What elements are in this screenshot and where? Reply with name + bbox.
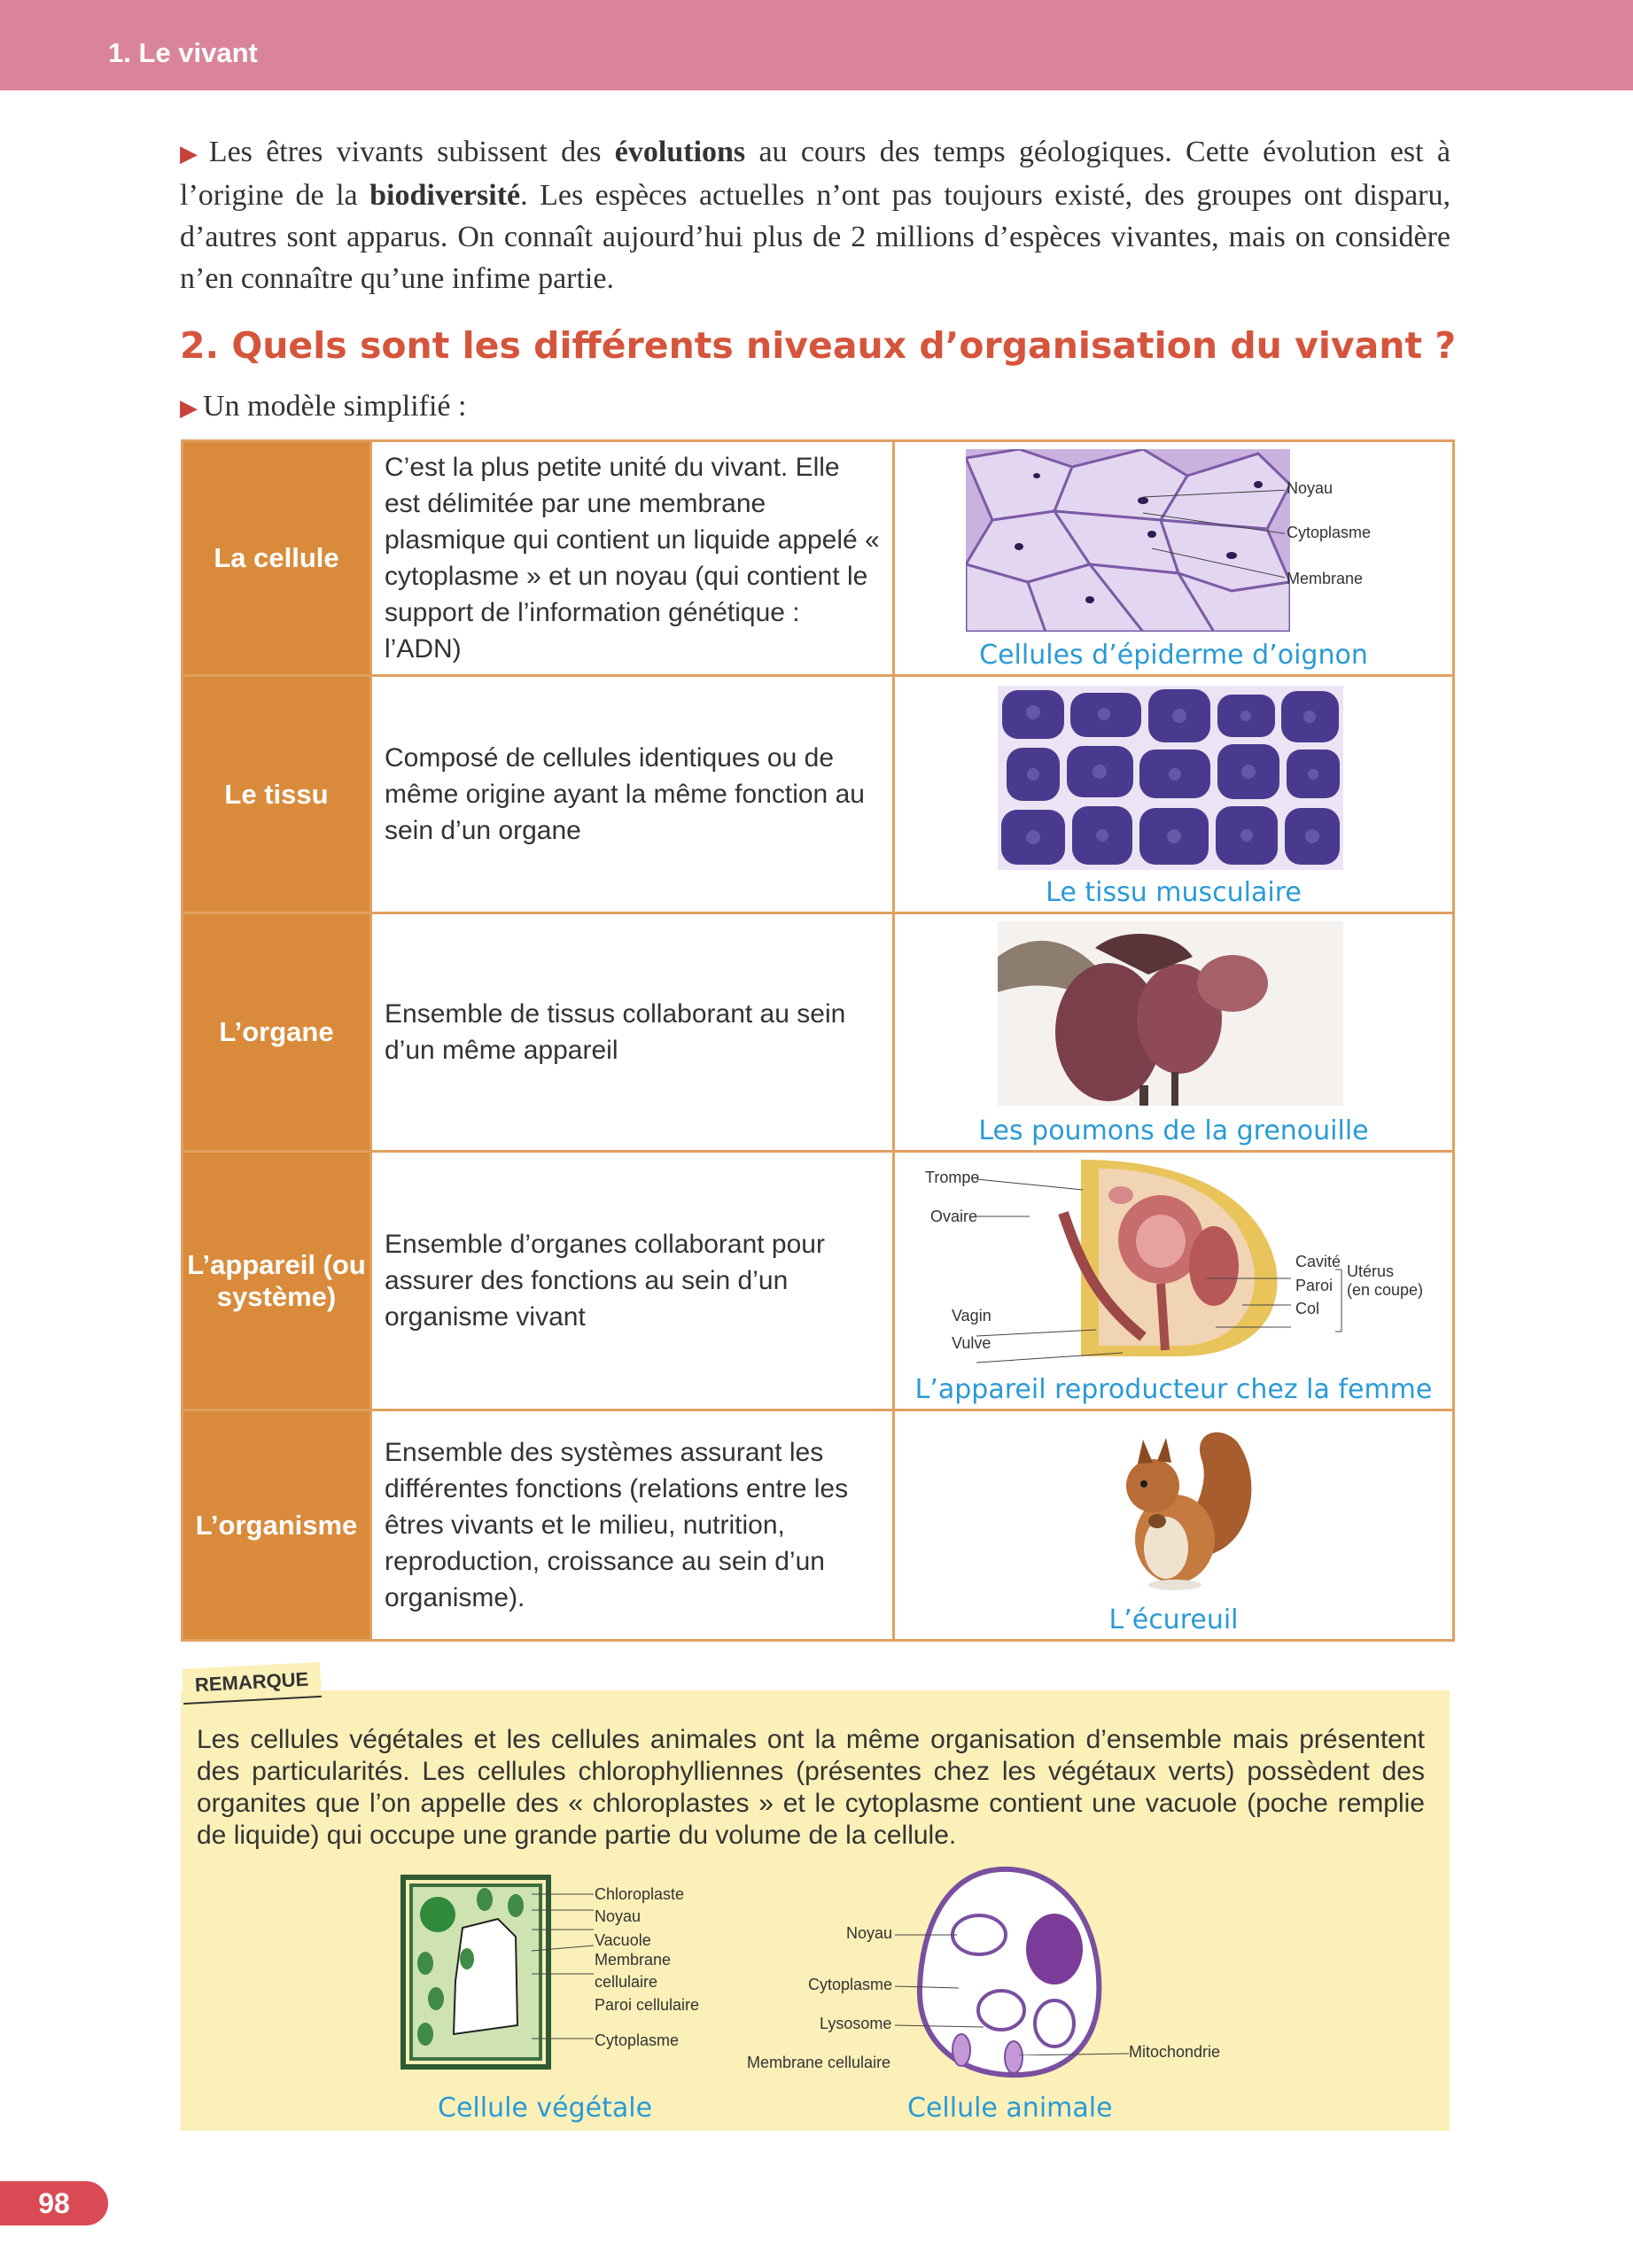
table-row bbox=[183, 674, 1452, 912]
plant-leader-lines bbox=[532, 1884, 595, 2061]
label-vagin: Vagin bbox=[952, 1307, 991, 1324]
animal-label-cytoplasme: Cytoplasme bbox=[808, 1976, 893, 1993]
plant-cell-diagram bbox=[400, 1875, 551, 2070]
label-vulve: Vulve bbox=[952, 1334, 991, 1352]
section-title: 2. Quels sont les différents niveaux d’organisation du vivant ? bbox=[180, 324, 1457, 367]
row-illustration bbox=[895, 442, 1452, 674]
table-row bbox=[183, 1150, 1452, 1409]
lead-line bbox=[180, 390, 466, 423]
row-description: C’est la plus petite unité du vivant. Elle est délimitée par une membrane plasmique qui contient un liquide appelé « cytoplasme » et un noyau (qui contient le support de l’information génétique : l’ADN) bbox=[372, 442, 895, 674]
row-heading: L’appareil (ou système) bbox=[183, 1153, 372, 1409]
table-row bbox=[183, 442, 1452, 674]
row-heading: La cellule bbox=[183, 442, 372, 674]
intro-text-1: Les êtres vivants subissent des bbox=[208, 136, 615, 168]
repro-leader-lines bbox=[976, 1172, 1349, 1371]
table-row bbox=[183, 912, 1452, 1150]
intro-text-2: au cours des temps géologiques. Cette évolution est à l’origine de la bbox=[180, 136, 1450, 212]
animal-leader-lines bbox=[886, 1931, 1152, 2055]
animal-label-lysosome: Lysosome bbox=[820, 2015, 892, 2032]
label-paroi: Paroi bbox=[1295, 1277, 1334, 1294]
illustration-caption: L’écureuil bbox=[1108, 1604, 1239, 1635]
row-illustration bbox=[895, 1411, 1452, 1639]
plant-label-vacuole: Vacuole bbox=[595, 1931, 651, 1949]
animal-label-membrane: Membrane cellulaire bbox=[747, 2054, 891, 2071]
row-description: Ensemble des systèmes assurant les différentes fonctions (relations entre les êtres vivants et le milieu, nutrition, reproduction, croissance au sein d’un organisme). bbox=[372, 1411, 895, 1639]
animal-label-mitochondrie: Mitochondrie bbox=[1129, 2043, 1221, 2061]
illustration-caption: Les poumons de la grenouille bbox=[978, 1115, 1369, 1146]
plant-label-paroi: Paroi cellulaire bbox=[595, 1996, 700, 2014]
row-description: Ensemble d’organes collaborant pour assurer des fonctions au sein d’un organisme vivant bbox=[372, 1153, 895, 1409]
onion-leader-lines bbox=[1143, 478, 1285, 584]
row-illustration bbox=[895, 677, 1452, 912]
table-row bbox=[183, 1409, 1452, 1639]
label-cavite: Cavité bbox=[1295, 1253, 1341, 1270]
illustration-caption: Le tissu musculaire bbox=[1046, 877, 1302, 908]
organisation-table bbox=[181, 439, 1455, 1642]
row-description: Ensemble de tissus collaborant au sein d’un même appareil bbox=[372, 914, 895, 1150]
label-ovaire: Ovaire bbox=[930, 1208, 978, 1225]
muscle-tissue-image bbox=[998, 686, 1343, 870]
bullet-triangle-icon: ▶ bbox=[180, 395, 198, 421]
label-en-coupe: (en coupe) bbox=[1347, 1281, 1424, 1299]
plant-cell-caption: Cellule végétale bbox=[438, 2093, 653, 2124]
label-cytoplasme: Cytoplasme bbox=[1287, 524, 1372, 541]
bullet-triangle-icon: ▶ bbox=[180, 141, 204, 167]
animal-label-noyau: Noyau bbox=[846, 1924, 893, 1942]
remark-badge: REMARQUE bbox=[182, 1662, 322, 1705]
lead-text: Un modèle simplifié : bbox=[203, 390, 467, 423]
frog-lungs-image bbox=[998, 921, 1343, 1106]
squirrel-image bbox=[1104, 1424, 1264, 1592]
page-number: 98 bbox=[0, 2181, 108, 2225]
label-col: Col bbox=[1295, 1300, 1320, 1317]
row-illustration bbox=[895, 914, 1452, 1150]
plant-label-cellulaire: cellulaire bbox=[595, 1973, 658, 1991]
label-noyau: Noyau bbox=[1287, 479, 1334, 497]
chapter-title: 1. Le vivant bbox=[108, 37, 258, 68]
plant-label-membrane: Membrane bbox=[595, 1951, 672, 1969]
label-trompe: Trompe bbox=[925, 1169, 980, 1186]
plant-label-chloroplaste: Chloroplaste bbox=[595, 1885, 685, 1903]
illustration-caption: Cellules d’épiderme d’oignon bbox=[979, 640, 1368, 671]
row-description: Composé de cellules identiques ou de même origine ayant la même fonction au sein d’un organe bbox=[372, 677, 895, 912]
plant-label-cytoplasme: Cytoplasme bbox=[595, 2031, 680, 2049]
intro-bold-2: biodiversité bbox=[369, 179, 521, 212]
intro-bold-1: évolutions bbox=[614, 136, 746, 168]
animal-cell-caption: Cellule animale bbox=[907, 2093, 1113, 2124]
row-heading: L’organisme bbox=[183, 1411, 372, 1639]
label-uterus: Utérus bbox=[1347, 1262, 1395, 1280]
intro-paragraph bbox=[180, 131, 1450, 299]
row-illustration bbox=[895, 1153, 1452, 1409]
chapter-header bbox=[0, 0, 1633, 90]
remark-text: Les cellules végétales et les cellules animales ont la même organisation d’ensemble mais présentent des particularités. Les cellules chlorophylliennes (présentes chez les végétaux verts) possèdent des organites que l’on appelle des « chloroplastes » et le cytoplasme contient une vacuole (poche remplie de liquide) qui occupe une grande partie du volume de la cellule. bbox=[197, 1725, 1425, 1850]
label-membrane: Membrane bbox=[1287, 570, 1364, 587]
plant-label-noyau: Noyau bbox=[595, 1907, 642, 1925]
illustration-caption: L’appareil reproducteur chez la femme bbox=[914, 1374, 1433, 1405]
row-heading: Le tissu bbox=[183, 677, 372, 912]
intro-text-3: . Les espèces actuelles n’ont pas toujours existé, des groupes ont disparu, d’autres sont apparus. On connaît aujourd’hui plus de 2 millions d’espèces vivantes, mais on considère n’en connaître qu’une infime partie. bbox=[180, 179, 1450, 295]
row-heading: L’organe bbox=[183, 914, 372, 1150]
